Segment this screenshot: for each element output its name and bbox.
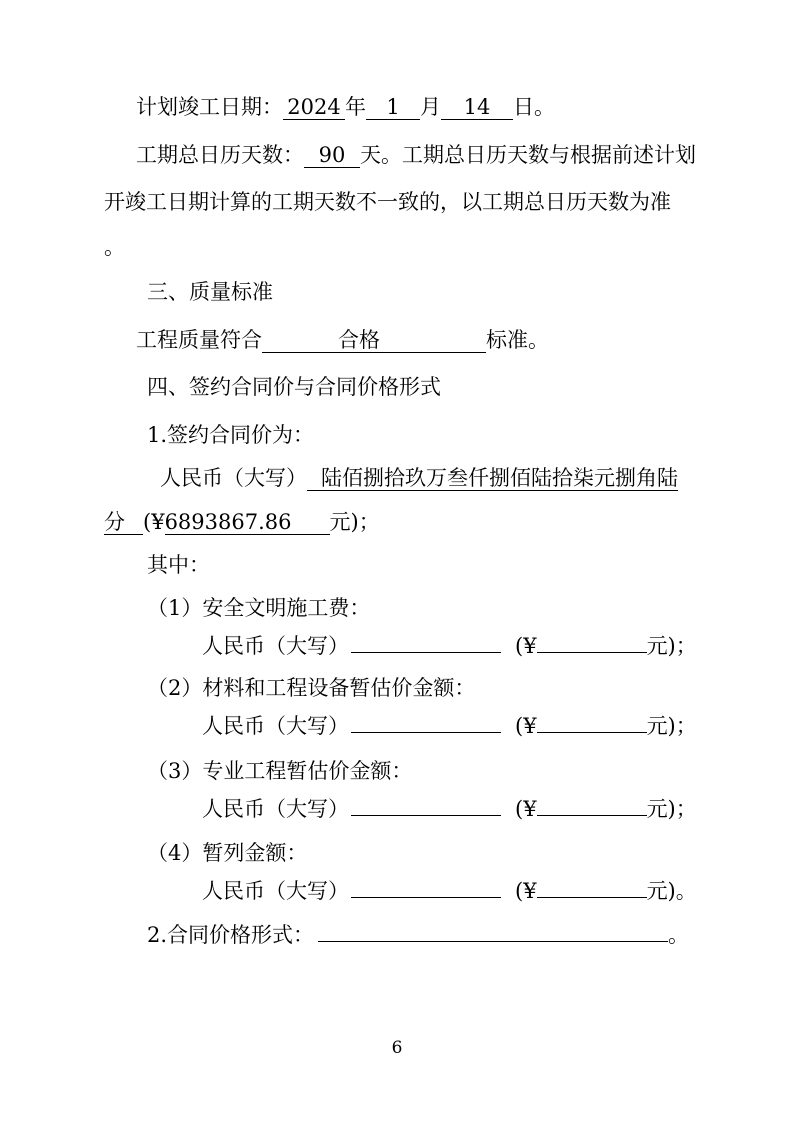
sub-item-2-amount-line: [202, 711, 697, 741]
sub-item-1-amount-line: [202, 631, 697, 661]
sub-item-4-yen: (¥: [515, 879, 537, 903]
sub-item-1-close: 元)；: [646, 634, 697, 658]
yuan-close: 元)；: [329, 510, 380, 534]
sub-item-3-words-blank: [351, 815, 501, 816]
completion-year: 2024: [283, 95, 345, 120]
quality-suffix: 标准。: [486, 328, 549, 352]
amount-words-2: 分: [104, 510, 143, 535]
sub-item-3-rmb: 人民币（大写）: [202, 797, 349, 821]
quality-value: 合格: [262, 328, 486, 353]
page-number: 6: [391, 1038, 403, 1058]
yen-open: (¥: [143, 510, 165, 534]
completion-date-line: [136, 92, 555, 122]
amount-words-1: 陆佰捌拾玖万叁仟捌佰陆拾柒元捌角陆: [307, 466, 678, 491]
duration-line: [136, 140, 696, 170]
sub-item-4-rmb: 人民币（大写）: [202, 879, 349, 903]
duration-days: 90: [304, 143, 360, 168]
quality-line: [136, 325, 549, 355]
sub-item-2-rmb: 人民币（大写）: [202, 714, 349, 738]
year-unit: 年: [345, 95, 366, 119]
sub-item-2-close: 元)；: [646, 714, 697, 738]
amount-figures: 6893867.86: [165, 510, 330, 535]
price-form-line: [147, 920, 689, 950]
sub-item-2-label: （2）材料和工程设备暂估价金额：: [147, 676, 476, 700]
price-form-blank: [318, 941, 668, 942]
price-form-label: 2.合同价格形式：: [147, 923, 315, 947]
day-unit: 日。: [513, 95, 555, 119]
sub-item-1-yen: (¥: [515, 634, 537, 658]
completion-month: 1: [366, 95, 420, 120]
sub-item-3-label: （3）专业工程暂估价金额：: [147, 759, 413, 783]
duration-note-line-3: 。: [104, 235, 125, 259]
sub-item-1-rmb: 人民币（大写）: [202, 634, 349, 658]
duration-note-1: 天。工期总日历天数与根据前述计划: [360, 143, 696, 167]
quality-label: 工程质量符合: [136, 328, 262, 352]
sub-item-3-amount-line: [202, 794, 697, 824]
quality-heading: 三、质量标准: [147, 280, 273, 304]
sub-item-4-label: （4）暂列金额：: [147, 841, 308, 865]
sub-item-2-figures-blank: [537, 732, 647, 733]
sub-item-4-figures-blank: [537, 897, 647, 898]
sub-item-1-label: （1）安全文明施工费：: [147, 596, 371, 620]
including-label: 其中：: [147, 553, 210, 577]
sub-item-4-close: 元)。: [646, 879, 697, 903]
price-form-suffix: 。: [668, 923, 690, 947]
sub-item-1-words-blank: [351, 652, 501, 653]
duration-note-line-2: 开竣工日期计算的工期天数不一致的，以工期总日历天数为准: [104, 190, 671, 214]
amount-figures-line: [104, 507, 380, 537]
price-item1-label: 1.签约合同价为：: [147, 423, 315, 447]
sub-item-1-figures-blank: [537, 652, 647, 653]
completion-day: 14: [441, 95, 513, 120]
completion-date-label: 计划竣工日期：: [136, 95, 283, 119]
sub-item-3-yen: (¥: [515, 797, 537, 821]
month-unit: 月: [420, 95, 441, 119]
amount-words-line: [160, 463, 678, 493]
sub-item-2-yen: (¥: [515, 714, 537, 738]
price-heading: 四、签约合同价与合同价格形式: [147, 375, 441, 399]
rmb-label: 人民币（大写）: [160, 466, 307, 490]
sub-item-3-figures-blank: [537, 815, 647, 816]
sub-item-2-words-blank: [351, 732, 501, 733]
sub-item-3-close: 元)；: [646, 797, 697, 821]
sub-item-4-amount-line: [202, 876, 697, 906]
duration-label: 工期总日历天数：: [136, 143, 304, 167]
sub-item-4-words-blank: [351, 897, 501, 898]
